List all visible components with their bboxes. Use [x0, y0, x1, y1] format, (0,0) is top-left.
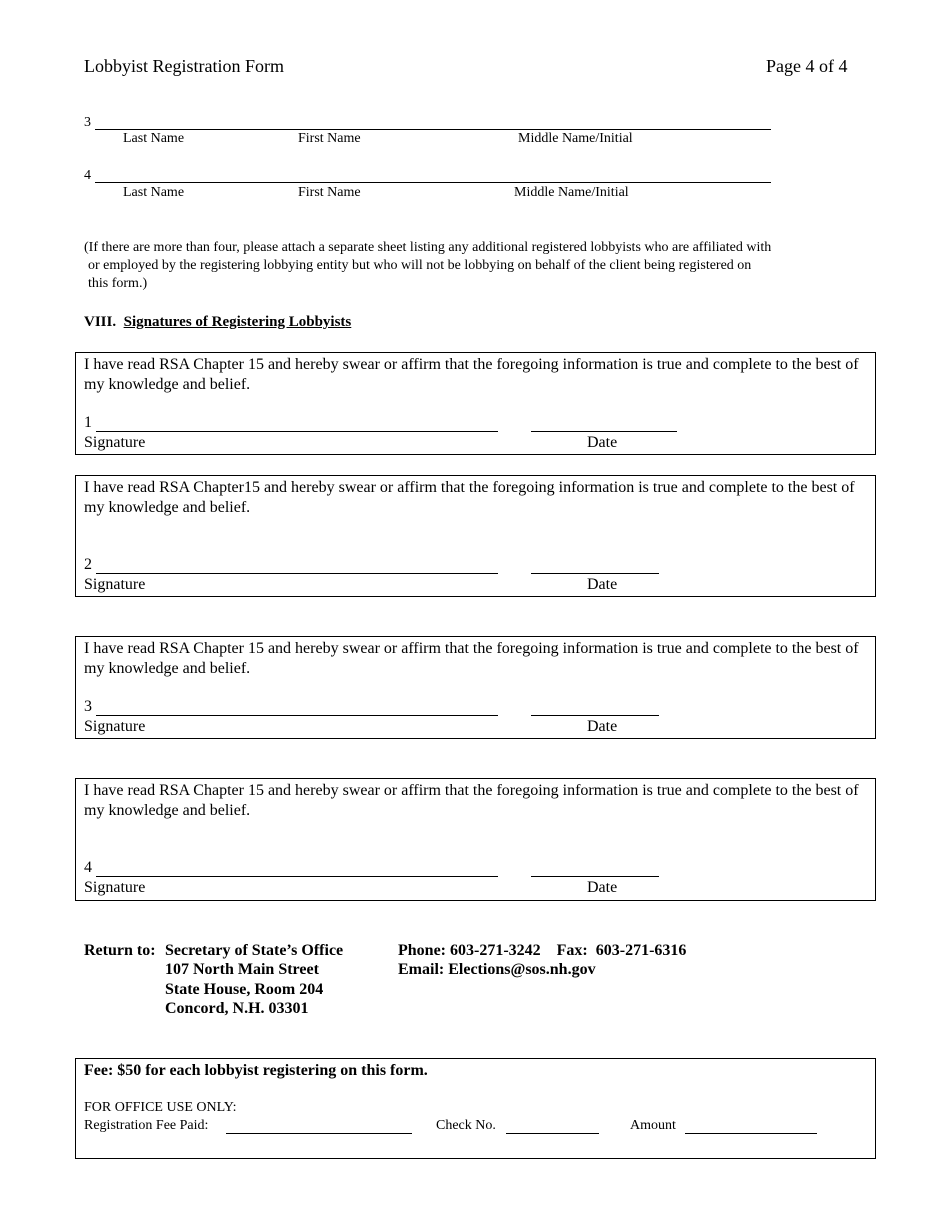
signature-block — [75, 778, 876, 901]
contact-phone-fax — [398, 942, 686, 960]
fax-number: 603-271-6316 — [595, 942, 687, 959]
date-label: Date — [587, 718, 618, 735]
date-label: Date — [587, 434, 618, 451]
signature-number: 3 — [84, 698, 92, 715]
office-use-label: FOR OFFICE USE ONLY: — [84, 1100, 237, 1115]
affirmation-statement: I have read RSA Chapter 15 and hereby swear or affirm that the foregoing information is true and complete to the best of my knowledge and belief. — [84, 356, 859, 393]
date-line[interactable] — [531, 876, 659, 877]
date-line[interactable] — [531, 431, 677, 432]
email-label: Email: — [398, 961, 445, 978]
affirmation-statement: I have read RSA Chapter15 and hereby swear or affirm that the foregoing information is true and complete to the best of my knowledge and belief. — [84, 479, 855, 516]
signature-line[interactable] — [96, 573, 498, 574]
signature-line[interactable] — [96, 876, 498, 877]
registration-fee-label: Registration Fee Paid: — [84, 1118, 209, 1133]
page-number: Page 4 of 4 — [766, 56, 848, 76]
return-room: State House, Room 204 — [165, 981, 324, 998]
signature-label: Signature — [84, 718, 146, 735]
return-to-label: Return to: — [84, 942, 156, 959]
last-name-label: Last Name — [123, 185, 185, 200]
fax-label: Fax: — [556, 942, 588, 959]
signature-number: 1 — [84, 414, 92, 431]
signature-block — [75, 352, 876, 455]
last-name-label: Last Name — [123, 131, 185, 146]
section-heading — [84, 314, 351, 331]
return-office: Secretary of State’s Office — [165, 942, 344, 959]
signature-block — [75, 475, 876, 597]
date-label: Date — [587, 879, 618, 896]
name-row-line[interactable] — [95, 129, 771, 130]
amount-line[interactable] — [685, 1133, 817, 1134]
affirmation-statement: I have read RSA Chapter 15 and hereby swear or affirm that the foregoing information is true and complete to the best of my knowledge and belief. — [84, 782, 859, 819]
signature-line[interactable] — [96, 715, 498, 716]
middle-name-label: Middle Name/Initial — [514, 185, 629, 200]
name-row-line[interactable] — [95, 182, 771, 183]
phone-label: Phone: — [398, 942, 446, 959]
date-label: Date — [587, 576, 618, 593]
date-line[interactable] — [531, 573, 659, 574]
amount-label: Amount — [630, 1118, 676, 1133]
fee-text: Fee: $50 for each lobbyist registering on this form. — [84, 1062, 428, 1079]
signature-label: Signature — [84, 879, 146, 896]
name-row-number: 4 — [84, 168, 91, 183]
contact-email — [398, 961, 596, 979]
note-line: or employed by the registering lobbying entity but who will not be lobbying on behalf of the client being registered on — [88, 258, 752, 273]
section-number: VIII. — [84, 314, 117, 330]
signature-block — [75, 636, 876, 739]
note-line: (If there are more than four, please attach a separate sheet listing any additional registered lobbyists who are affiliated with — [84, 240, 772, 255]
affirmation-statement: I have read RSA Chapter 15 and hereby swear or affirm that the foregoing information is true and complete to the best of my knowledge and belief. — [84, 640, 859, 677]
section-title: Signatures of Registering Lobbyists — [123, 314, 352, 330]
check-number-line[interactable] — [506, 1133, 599, 1134]
date-line[interactable] — [531, 715, 659, 716]
email-address[interactable]: Elections@sos.nh.gov — [448, 961, 596, 978]
form-title: Lobbyist Registration Form — [84, 56, 284, 76]
middle-name-label: Middle Name/Initial — [518, 131, 633, 146]
signature-number: 4 — [84, 859, 92, 876]
first-name-label: First Name — [298, 131, 361, 146]
check-number-label: Check No. — [436, 1118, 496, 1133]
signature-label: Signature — [84, 434, 146, 451]
phone-number: 603-271-3242 — [450, 942, 541, 959]
return-city: Concord, N.H. 03301 — [165, 1000, 309, 1017]
signature-line[interactable] — [96, 431, 498, 432]
first-name-label: First Name — [298, 185, 361, 200]
signature-number: 2 — [84, 556, 92, 573]
note-line: this form.) — [88, 276, 148, 291]
name-row-number: 3 — [84, 115, 91, 130]
return-street: 107 North Main Street — [165, 961, 319, 978]
signature-label: Signature — [84, 576, 146, 593]
registration-fee-line[interactable] — [226, 1133, 412, 1134]
fee-box — [75, 1058, 876, 1159]
